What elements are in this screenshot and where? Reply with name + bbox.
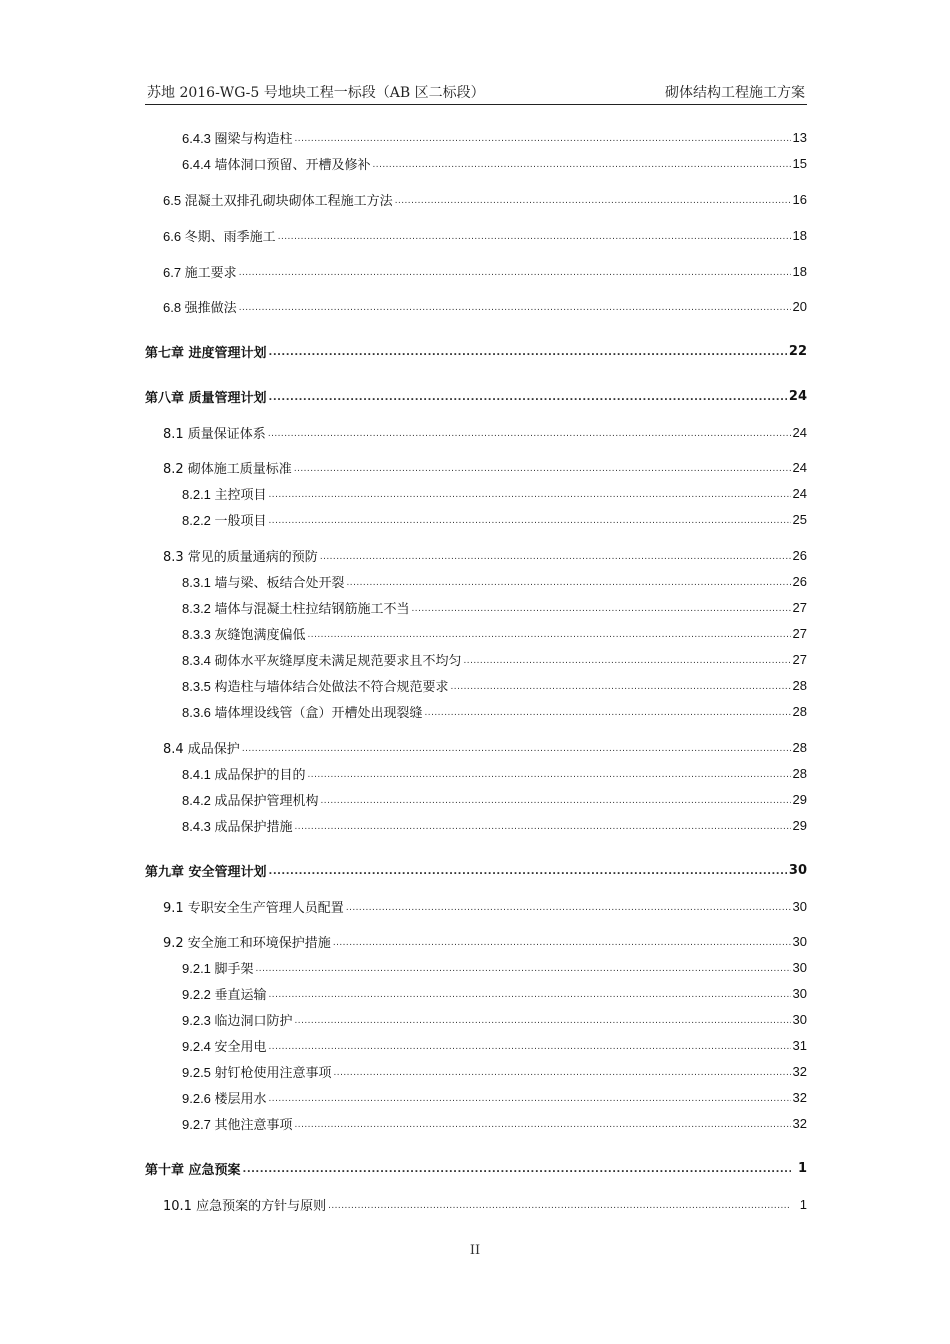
toc-entry-page: 24 bbox=[792, 459, 807, 475]
toc-leader-dots bbox=[320, 545, 791, 565]
toc-leader-dots bbox=[395, 189, 791, 209]
toc-entry[interactable] bbox=[182, 1087, 807, 1107]
toc-entry-page: 18 bbox=[792, 227, 807, 243]
toc-leader-dots bbox=[347, 571, 791, 591]
toc-leader-dots bbox=[242, 737, 791, 757]
toc-entry[interactable] bbox=[163, 545, 807, 565]
toc-entry-page: 30 bbox=[788, 862, 807, 878]
toc-entry-title: 第十章 应急预案 bbox=[145, 1162, 241, 1178]
toc-entry-title: 8.1 质量保证体系 bbox=[163, 426, 266, 442]
toc-leader-dots bbox=[333, 931, 791, 951]
toc-entry[interactable] bbox=[182, 701, 807, 721]
toc-entry-title: 6.4.3 圈梁与构造柱 bbox=[182, 130, 293, 146]
toc-entry[interactable] bbox=[145, 1158, 807, 1178]
toc-entry-page: 29 bbox=[792, 791, 807, 807]
toc-leader-dots bbox=[412, 597, 791, 617]
toc-leader-dots bbox=[268, 422, 791, 442]
toc-entry[interactable] bbox=[182, 1061, 807, 1081]
toc-entry-page: 1 bbox=[797, 1160, 807, 1176]
toc-entry[interactable] bbox=[163, 737, 807, 757]
toc-entry-page: 30 bbox=[792, 985, 807, 1001]
toc-leader-dots bbox=[321, 789, 791, 809]
toc-entry-title: 10.1 应急预案的方针与原则 bbox=[163, 1198, 327, 1214]
toc-entry[interactable] bbox=[163, 422, 807, 442]
toc-entry-title: 6.5 混凝土双排孔砌块砌体工程施工方法 bbox=[163, 192, 393, 208]
toc-entry[interactable] bbox=[163, 1194, 807, 1214]
toc-entry[interactable] bbox=[182, 1009, 807, 1029]
toc-entry-title: 8.3.6 墙体埋设线管（盒）开槽处出现裂缝 bbox=[182, 704, 423, 720]
toc-entry-page: 24 bbox=[792, 485, 807, 501]
toc-entry[interactable] bbox=[182, 983, 807, 1003]
toc-entry[interactable] bbox=[163, 296, 807, 316]
toc-entry-title: 9.2.2 垂直运输 bbox=[182, 986, 267, 1002]
toc-entry-page: 26 bbox=[792, 573, 807, 589]
toc-entry-page: 27 bbox=[792, 599, 807, 615]
toc-leader-dots bbox=[239, 261, 791, 281]
toc-entry[interactable] bbox=[182, 1113, 807, 1133]
toc-entry-page: 18 bbox=[792, 263, 807, 279]
toc-leader-dots bbox=[451, 675, 791, 695]
toc-entry-page: 20 bbox=[792, 298, 807, 314]
toc-leader-dots bbox=[243, 1158, 791, 1178]
toc-entry-title: 9.2.1 脚手架 bbox=[182, 960, 254, 976]
toc-entry[interactable] bbox=[182, 763, 807, 783]
toc-entry[interactable] bbox=[182, 623, 807, 643]
toc-entry[interactable] bbox=[182, 957, 807, 977]
toc-entry-title: 8.4.3 成品保护措施 bbox=[182, 818, 293, 834]
toc-entry-page: 27 bbox=[792, 625, 807, 641]
toc-entry-page: 30 bbox=[792, 933, 807, 949]
toc-entry[interactable] bbox=[163, 896, 807, 916]
toc-entry-title: 8.3.3 灰缝饱满度偏低 bbox=[182, 626, 306, 642]
toc-entry-page: 1 bbox=[799, 1196, 807, 1212]
toc-entry-page: 31 bbox=[792, 1037, 807, 1053]
toc-entry-title: 9.2 安全施工和环境保护措施 bbox=[163, 935, 331, 951]
toc-leader-dots bbox=[269, 483, 791, 503]
toc-leader-dots bbox=[239, 296, 791, 316]
toc-entry-page: 29 bbox=[792, 817, 807, 833]
toc-entry-title: 9.2.4 安全用电 bbox=[182, 1038, 267, 1054]
toc-entry-page: 28 bbox=[792, 677, 807, 693]
toc-entry[interactable] bbox=[163, 457, 807, 477]
toc-entry-title: 8.3.1 墙与梁、板结合处开裂 bbox=[182, 574, 345, 590]
toc-entry-title: 6.4.4 墙体洞口预留、开槽及修补 bbox=[182, 156, 371, 172]
toc-entry[interactable] bbox=[182, 597, 807, 617]
toc-leader-dots bbox=[269, 509, 791, 529]
page-header bbox=[145, 80, 807, 105]
toc-entry-title: 9.1 专职安全生产管理人员配置 bbox=[163, 900, 344, 916]
toc-entry[interactable] bbox=[163, 189, 807, 209]
toc-entry[interactable] bbox=[163, 225, 807, 245]
toc-leader-dots bbox=[334, 1061, 791, 1081]
toc-entry-title: 9.2.6 楼层用水 bbox=[182, 1090, 267, 1106]
toc-entry-title: 6.8 强推做法 bbox=[163, 299, 237, 315]
toc-entry-title: 8.3 常见的质量通病的预防 bbox=[163, 549, 318, 565]
toc-entry-title: 9.2.5 射钉枪使用注意事项 bbox=[182, 1064, 332, 1080]
toc-entry-page: 24 bbox=[792, 424, 807, 440]
toc-entry[interactable] bbox=[182, 483, 807, 503]
toc-entry-page: 30 bbox=[792, 959, 807, 975]
toc-entry-page: 30 bbox=[792, 1011, 807, 1027]
toc-entry-title: 8.2.2 一般项目 bbox=[182, 512, 267, 528]
toc-entry-page: 26 bbox=[792, 547, 807, 563]
toc-leader-dots bbox=[269, 860, 787, 880]
toc-entry-title: 8.4.1 成品保护的目的 bbox=[182, 766, 306, 782]
toc-leader-dots bbox=[256, 957, 791, 977]
toc-entry[interactable] bbox=[145, 341, 807, 361]
toc-entry-title: 6.7 施工要求 bbox=[163, 264, 237, 280]
toc-entry-page: 30 bbox=[792, 898, 807, 914]
toc-entry-title: 8.3.4 砌体水平灰缝厚度未满足规范要求且不均匀 bbox=[182, 652, 462, 668]
toc-entry[interactable] bbox=[182, 649, 807, 669]
toc-entry-title: 第九章 安全管理计划 bbox=[145, 864, 267, 880]
toc-entry-page: 24 bbox=[788, 388, 807, 404]
toc-leader-dots bbox=[278, 225, 791, 245]
toc-entry[interactable] bbox=[163, 261, 807, 281]
toc-leader-dots bbox=[269, 1087, 791, 1107]
toc-entry-page: 32 bbox=[792, 1063, 807, 1079]
toc-entry-title: 8.2 砌体施工质量标准 bbox=[163, 461, 292, 477]
toc-entry-title: 6.6 冬期、雨季施工 bbox=[163, 228, 276, 244]
toc-leader-dots bbox=[295, 1009, 791, 1029]
toc-entry-title: 8.3.2 墙体与混凝土柱拉结钢筋施工不当 bbox=[182, 600, 410, 616]
toc-entry-page: 28 bbox=[792, 739, 807, 755]
toc-leader-dots bbox=[308, 623, 791, 643]
toc-leader-dots bbox=[464, 649, 791, 669]
toc-leader-dots bbox=[269, 341, 787, 361]
toc-entry[interactable] bbox=[163, 931, 807, 951]
toc-entry-title: 8.4.2 成品保护管理机构 bbox=[182, 792, 319, 808]
toc-entry[interactable] bbox=[182, 153, 807, 173]
toc-entry[interactable] bbox=[182, 675, 807, 695]
toc-entry[interactable] bbox=[182, 127, 807, 147]
toc-leader-dots bbox=[295, 815, 791, 835]
toc-entry[interactable] bbox=[182, 1035, 807, 1055]
toc-entry[interactable] bbox=[145, 860, 807, 880]
header-document-title: 砌体结构工程施工方案 bbox=[665, 85, 805, 101]
toc-leader-dots bbox=[373, 153, 791, 173]
toc-leader-dots bbox=[269, 983, 791, 1003]
toc-entry-title: 9.2.3 临边洞口防护 bbox=[182, 1012, 293, 1028]
toc-entry[interactable] bbox=[182, 571, 807, 591]
toc-entry-title: 8.4 成品保护 bbox=[163, 741, 240, 757]
toc-entry-page: 28 bbox=[792, 703, 807, 719]
toc-entry[interactable] bbox=[145, 386, 807, 406]
toc-entry-title: 第七章 进度管理计划 bbox=[145, 345, 267, 361]
toc-entry[interactable] bbox=[182, 509, 807, 529]
toc-leader-dots bbox=[425, 701, 791, 721]
toc-leader-dots bbox=[269, 386, 787, 406]
toc-leader-dots bbox=[308, 763, 791, 783]
toc-leader-dots bbox=[295, 127, 791, 147]
toc-entry-page: 16 bbox=[792, 191, 807, 207]
toc-entry[interactable] bbox=[182, 789, 807, 809]
page-number: II bbox=[469, 1243, 481, 1258]
toc-leader-dots bbox=[294, 457, 791, 477]
toc-entry-page: 15 bbox=[792, 155, 807, 171]
toc-leader-dots bbox=[269, 1035, 791, 1055]
toc-entry-title: 8.2.1 主控项目 bbox=[182, 486, 267, 502]
toc-leader-dots bbox=[346, 896, 791, 916]
toc-entry-page: 22 bbox=[788, 343, 807, 359]
toc-leader-dots bbox=[328, 1194, 791, 1214]
toc-entry-page: 32 bbox=[792, 1089, 807, 1105]
toc-entry[interactable] bbox=[182, 815, 807, 835]
toc-entry-page: 25 bbox=[792, 511, 807, 527]
toc-entry-page: 27 bbox=[792, 651, 807, 667]
toc-entry-title: 第八章 质量管理计划 bbox=[145, 390, 267, 406]
toc-entry-title: 8.3.5 构造柱与墙体结合处做法不符合规范要求 bbox=[182, 678, 449, 694]
toc-entry-page: 28 bbox=[792, 765, 807, 781]
toc-entry-page: 13 bbox=[792, 129, 807, 145]
header-project-title: 苏地 2016-WG-5 号地块工程一标段（AB 区二标段） bbox=[147, 85, 485, 101]
toc-entry-title: 9.2.7 其他注意事项 bbox=[182, 1116, 293, 1132]
toc-entry-page: 32 bbox=[792, 1115, 807, 1131]
toc-leader-dots bbox=[295, 1113, 791, 1133]
